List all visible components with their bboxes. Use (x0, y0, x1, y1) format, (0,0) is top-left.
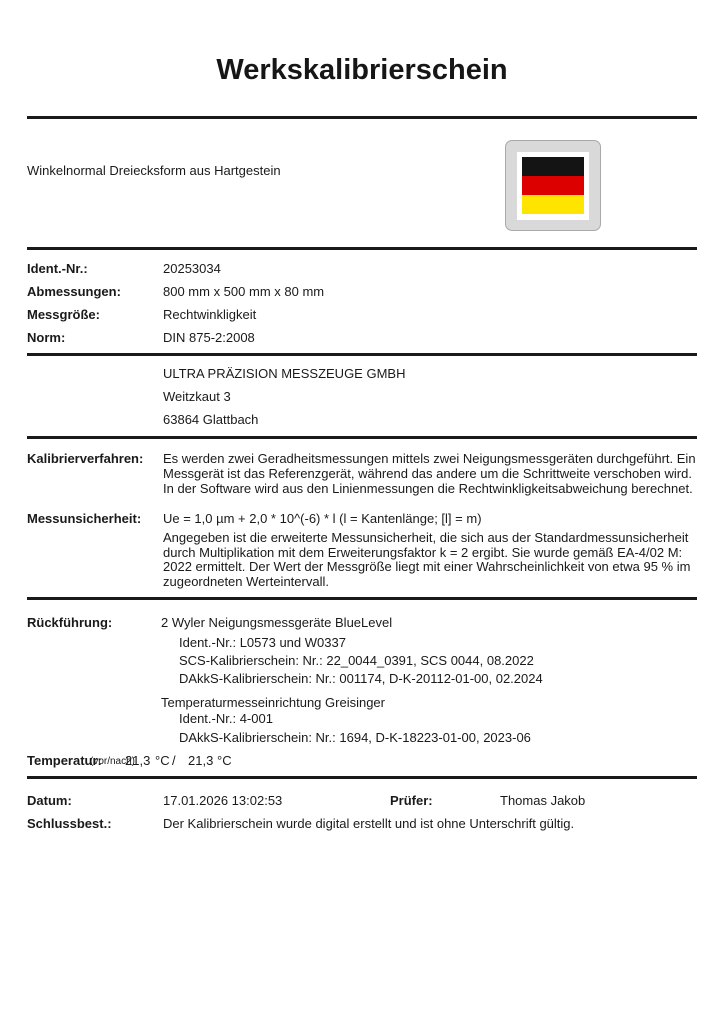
traceability-item-title: 2 Wyler Neigungsmessgeräte BlueLevel (161, 615, 393, 630)
date-row (0, 793, 724, 809)
temperature-before-unit: °C (155, 753, 170, 768)
flag-badge (505, 140, 601, 231)
traceability-item-detail: DAkkS-Kalibrierschein: Nr.: 1694, D-K-18223-01-00, 2023-06 (179, 730, 531, 745)
temperature-row (0, 753, 724, 769)
closing-row (0, 816, 724, 832)
german-flag-icon (522, 157, 584, 214)
procedure-label: Kalibrierverfahren: (27, 451, 144, 466)
examiner-label: Prüfer: (390, 793, 433, 808)
spec-row-ident (0, 261, 724, 277)
uncertainty-formula: Ue = 1,0 µm + 2,0 * 10^(-6) * l (l = Kantenlänge; [l] = m) (163, 511, 482, 526)
flag-stripe-gold (522, 195, 584, 214)
spec-label: Abmessungen: (27, 284, 121, 299)
spec-label: Norm: (27, 330, 66, 345)
spec-value: Rechtwinkligkeit (163, 307, 257, 322)
spec-row-norm (0, 330, 724, 346)
examiner-value: Thomas Jakob (500, 793, 586, 808)
spec-value: 800 mm x 500 mm x 80 mm (163, 284, 325, 299)
traceability-item-detail: Ident.-Nr.: L0573 und W0337 (179, 635, 346, 650)
traceability-item-detail: DAkkS-Kalibrierschein: Nr.: 001174, D-K-20112-01-00, 02.2024 (179, 671, 543, 686)
traceability-item-detail: SCS-Kalibrierschein: Nr.: 22_0044_0391, SCS 0044, 08.2022 (179, 653, 534, 668)
temperature-label: Temperatur: (27, 753, 102, 768)
temperature-separator: / (172, 753, 176, 768)
temperature-after-unit: °C (217, 753, 232, 768)
spec-row-dimensions (0, 284, 724, 300)
manufacturer-city: 63864 Glattbach (163, 412, 259, 427)
date-value: 17.01.2026 13:02:53 (163, 793, 283, 808)
procedure-text: Es werden zwei Geradheitsmessungen mittels zwei Neigungsmessgeräten durchgeführt. Ein Messgerät ist das Referenzgerät, während das andere um die Schrittweite verschoben wird. In der Software wird aus den Linienmessungen die Rechtwinkligkeitsabweichung berechnet. (163, 451, 696, 496)
divider-above-footer (27, 776, 697, 779)
uncertainty-text: Angegeben ist die erweiterte Messunsicherheit, die sich aus der Standardmessunsicherheit durch Multiplikation mit dem Erweiterungsfaktor k = 2 ergibt. Sie wurde gemäß EA-4/02 M: 2022 ermittelt. Der Wert der Messgröße liegt mit einer Wahrscheinlichkeit von etwa 95 % im zugeordneten Werteintervall. (163, 530, 691, 590)
spec-value: 20253034 (163, 261, 221, 276)
date-label: Datum: (27, 793, 72, 808)
flag-frame (517, 152, 589, 220)
flag-stripe-red (522, 176, 584, 195)
traceability-label: Rückführung: (27, 615, 113, 630)
object-description: Winkelnormal Dreiecksform aus Hartgestein (27, 163, 281, 178)
divider-above-manufacturer (27, 353, 697, 356)
divider-above-object-info (27, 247, 697, 250)
manufacturer-street: Weitzkaut 3 (163, 389, 231, 404)
spec-row-measurand (0, 307, 724, 323)
manufacturer-name: ULTRA PRÄZISION MESSZEUGE GMBH (163, 366, 406, 381)
divider-under-title (27, 116, 697, 119)
closing-label: Schlussbest.: (27, 816, 112, 831)
temperature-sublabel: (vor/nach) (90, 756, 136, 767)
uncertainty-label: Messunsicherheit: (27, 511, 142, 526)
spec-value: DIN 875-2:2008 (163, 330, 255, 345)
traceability-item-detail: Ident.-Nr.: 4-001 (179, 711, 273, 726)
temperature-before-value: 21,3 (125, 753, 151, 768)
divider-above-procedure (27, 436, 697, 439)
traceability-item-title: Temperaturmesseinrichtung Greisinger (161, 695, 385, 710)
spec-label: Ident.-Nr.: (27, 261, 88, 276)
flag-stripe-black (522, 157, 584, 176)
page-title: Werkskalibrierschein (216, 54, 508, 86)
spec-label: Messgröße: (27, 307, 100, 322)
divider-above-traceability (27, 597, 697, 600)
temperature-after-value: 21,3 (188, 753, 214, 768)
closing-value: Der Kalibrierschein wurde digital erstellt und ist ohne Unterschrift gültig. (163, 816, 575, 831)
